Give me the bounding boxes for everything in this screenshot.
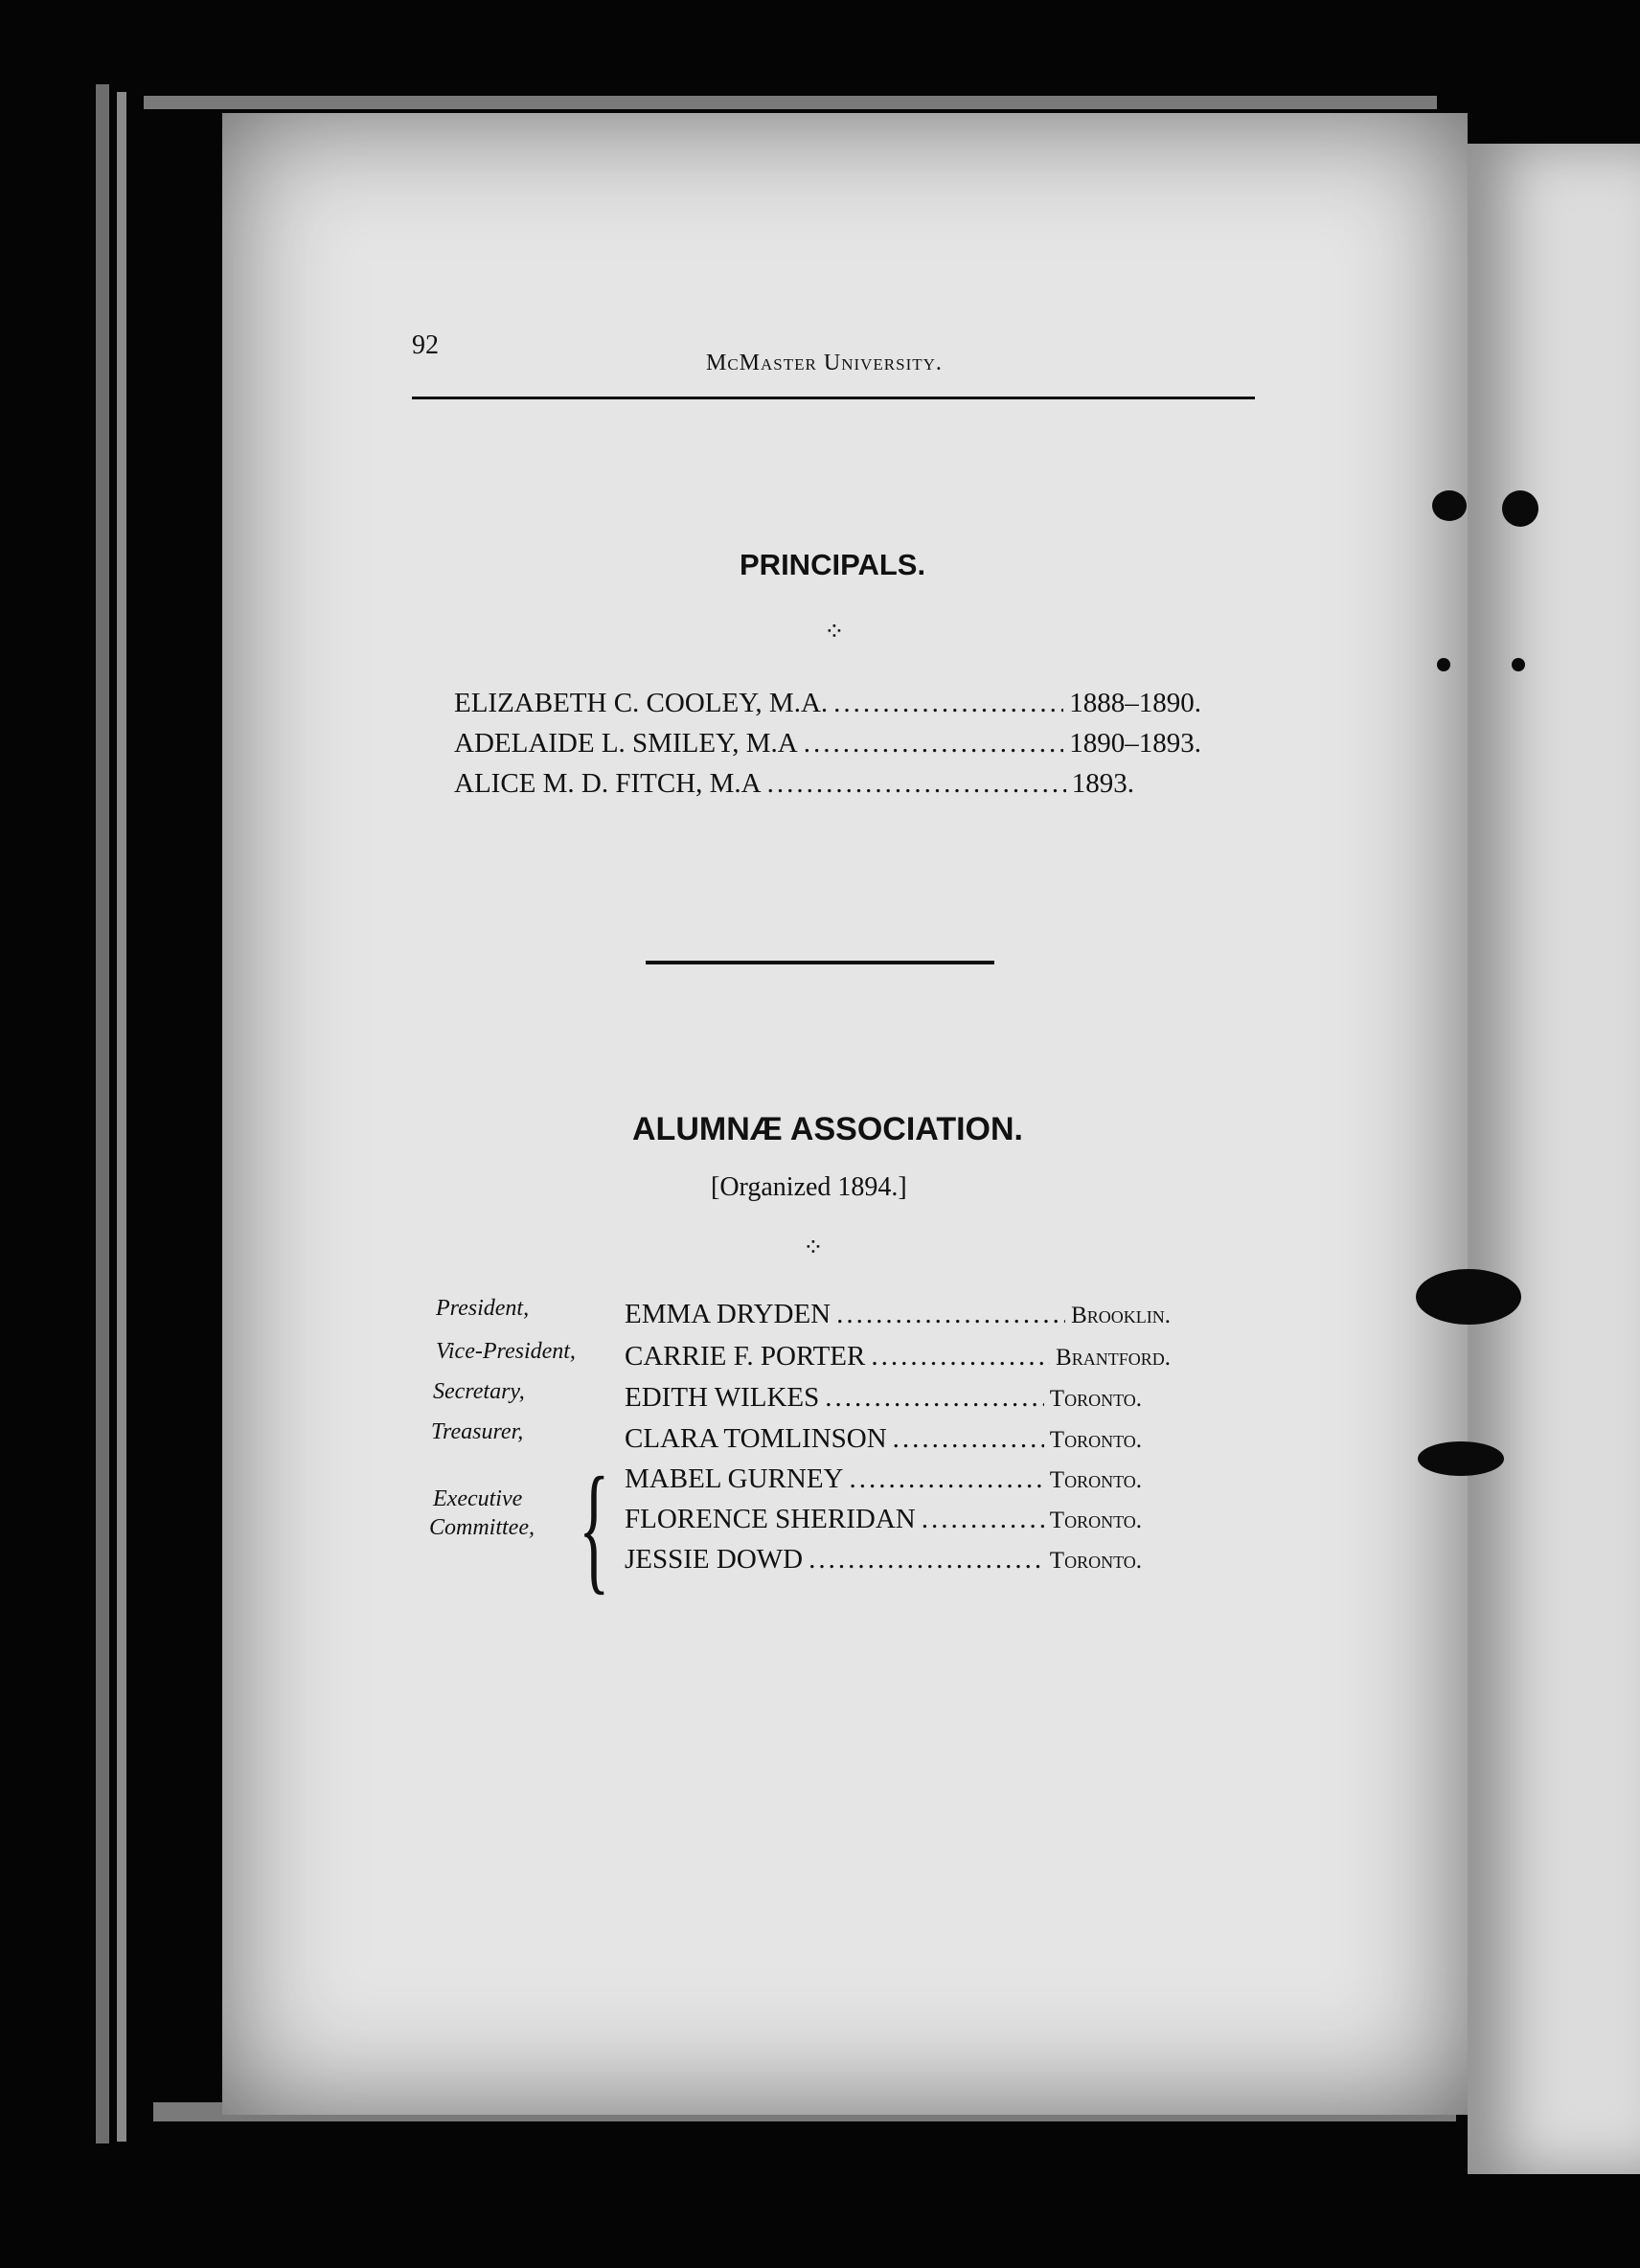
running-title: McMaster University. bbox=[706, 351, 943, 375]
officer-place: Brantford. bbox=[1056, 1345, 1171, 1371]
dot-leader bbox=[893, 1423, 1044, 1455]
officer-name: CLARA TOMLINSON bbox=[625, 1423, 887, 1454]
officer-name: CARRIE F. PORTER bbox=[625, 1341, 866, 1372]
list-item bbox=[625, 1382, 1142, 1414]
binding-hole bbox=[1418, 1441, 1504, 1476]
list-item bbox=[625, 1423, 1142, 1455]
officer-place: Brooklin. bbox=[1071, 1303, 1171, 1328]
list-item bbox=[625, 1341, 1171, 1372]
dot-leader bbox=[836, 1299, 1065, 1330]
officer-name: MABEL GURNEY bbox=[625, 1463, 844, 1494]
role-executive: Executive bbox=[433, 1486, 523, 1511]
role-committee: Committee, bbox=[429, 1515, 535, 1540]
alumnae-heading: ALUMNÆ ASSOCIATION. bbox=[632, 1111, 1023, 1147]
list-item bbox=[454, 768, 1134, 800]
officer-place: Toronto. bbox=[1049, 1508, 1142, 1533]
dot-leader bbox=[804, 728, 1064, 760]
officer-name: JESSIE DOWD bbox=[625, 1544, 804, 1575]
officer-name: EDITH WILKES bbox=[625, 1382, 820, 1413]
page-edge bbox=[144, 96, 1437, 109]
role-president: President, bbox=[436, 1296, 530, 1321]
facing-page-edge bbox=[1468, 144, 1640, 2174]
brace-symbol: { bbox=[579, 1448, 610, 1607]
dot-leader bbox=[922, 1504, 1044, 1535]
ornament: ⁘ bbox=[803, 1234, 824, 1261]
dot-leader bbox=[871, 1341, 1050, 1372]
dot-leader bbox=[825, 1382, 1044, 1414]
ornament: ⁘ bbox=[824, 618, 845, 646]
section-divider bbox=[646, 961, 994, 964]
principal-name: ELIZABETH C. COOLEY, M.A. bbox=[454, 688, 829, 718]
dot-leader bbox=[767, 768, 1066, 800]
page-edge bbox=[96, 84, 109, 2143]
page-edge bbox=[117, 92, 126, 2142]
officer-place: Toronto. bbox=[1049, 1467, 1142, 1493]
principal-years: 1888–1890. bbox=[1069, 688, 1201, 718]
officer-place: Toronto. bbox=[1049, 1427, 1142, 1453]
binding-hole bbox=[1432, 490, 1467, 521]
officer-name: EMMA DRYDEN bbox=[625, 1299, 831, 1329]
list-item bbox=[625, 1299, 1171, 1330]
list-item bbox=[625, 1504, 1142, 1535]
officer-place: Toronto. bbox=[1049, 1386, 1142, 1412]
principal-years: 1893. bbox=[1071, 768, 1134, 799]
officer-place: Toronto. bbox=[1049, 1548, 1142, 1574]
binding-hole bbox=[1416, 1269, 1521, 1325]
role-treasurer: Treasurer, bbox=[431, 1419, 524, 1444]
binding-hole bbox=[1502, 490, 1538, 527]
header-rule bbox=[412, 397, 1255, 399]
list-item bbox=[625, 1544, 1142, 1576]
dot-leader bbox=[833, 688, 1063, 719]
role-secretary: Secretary, bbox=[433, 1379, 525, 1404]
binding-hole bbox=[1512, 658, 1525, 671]
officer-name: FLORENCE SHERIDAN bbox=[625, 1504, 916, 1534]
list-item bbox=[625, 1463, 1142, 1495]
dot-leader bbox=[850, 1463, 1044, 1495]
principal-name: ALICE M. D. FITCH, M.A bbox=[454, 768, 762, 799]
principal-years: 1890–1893. bbox=[1069, 728, 1201, 759]
list-item bbox=[454, 688, 1201, 719]
role-vice-president: Vice-President, bbox=[436, 1339, 576, 1364]
alumnae-subheading: [Organized 1894.] bbox=[711, 1172, 907, 1202]
principal-name: ADELAIDE L. SMILEY, M.A bbox=[454, 728, 798, 759]
dot-leader bbox=[809, 1544, 1044, 1576]
principals-heading: PRINCIPALS. bbox=[740, 548, 926, 581]
page-number: 92 bbox=[412, 330, 439, 360]
list-item bbox=[454, 728, 1201, 760]
binding-hole bbox=[1437, 658, 1450, 671]
